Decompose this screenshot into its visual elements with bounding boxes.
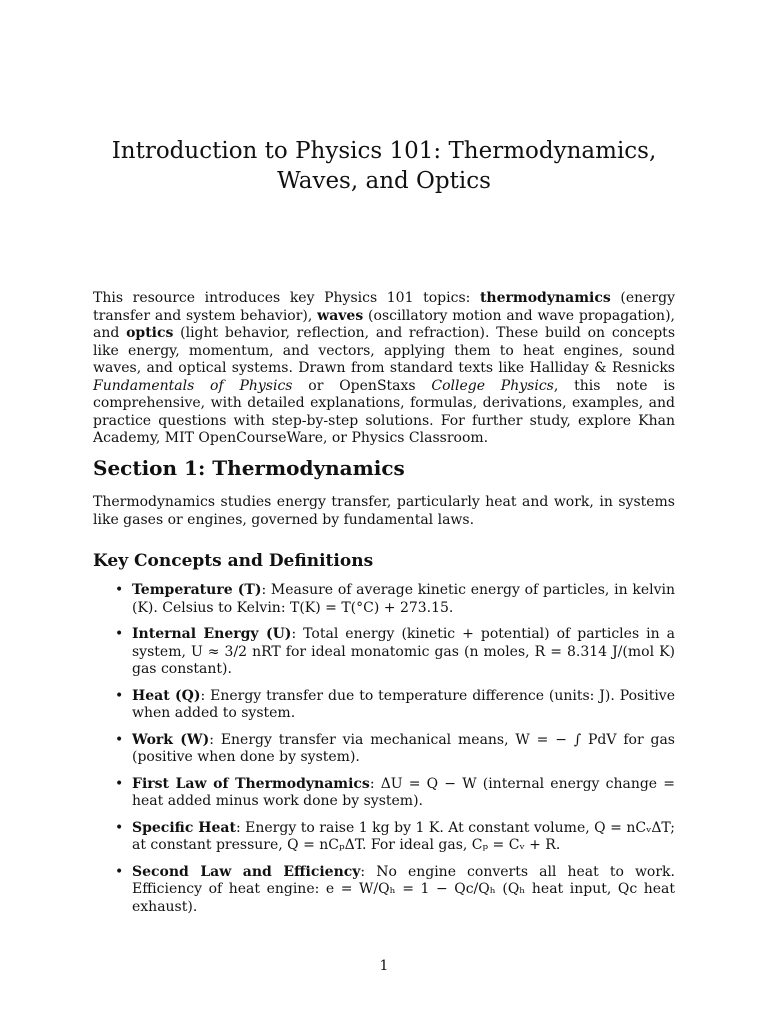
list-item-text: : Total energy (kinetic + potential) of particles in a system, U ≈ 3/2 nRT for ideal monatomic gas (n moles, R = 8.314 J/(mol K) gas constant).: [132, 626, 675, 677]
list-item-text: : No engine converts all heat to work. Efficiency of heat engine: e = W/Qₕ = 1 − Qc/Qₕ (Qₕ heat input, Qc heat exhaust).: [132, 863, 675, 915]
section-1-heading: Section 1: Thermodynamics: [93, 456, 405, 480]
list-item-term: Second Law and Efficiency: [132, 863, 361, 880]
intro-italic-college-physics: College Physics: [431, 377, 554, 394]
document-title: [84, 136, 684, 196]
list-item-term: Internal Energy (U): [132, 626, 292, 642]
bullet-icon: •: [115, 687, 124, 704]
intro-paragraph: [93, 290, 675, 448]
list-item-term: Temperature (T): [132, 582, 262, 598]
bullet-icon: •: [115, 775, 124, 792]
section-1-paragraph: Thermodynamics studies energy transfer, particularly heat and work, in systems like gases or engines, governed by fundamental laws.: [93, 494, 675, 528]
key-concepts-list: [113, 582, 675, 925]
intro-text-1: This resource introduces key Physics 101 topics:: [93, 290, 480, 306]
intro-bold-thermodynamics: thermodynamics: [479, 290, 611, 306]
bullet-icon: •: [115, 819, 124, 836]
bullet-icon: •: [115, 731, 124, 748]
list-item-term: Work (W): [132, 731, 210, 748]
list-item-heat: [113, 688, 675, 723]
list-item-first-law: [113, 776, 675, 811]
intro-bold-waves: waves: [317, 307, 364, 324]
list-item-term: First Law of Thermodynamics: [132, 775, 370, 792]
intro-text-6: , this note is comprehensive, with detailed explanations, formulas, derivations, examples, and practice questions with step-by-step solutions. For further study, explore Khan Academy, MIT OpenCourseWare, or Physics Classroom.: [93, 377, 676, 446]
subsection-heading: Key Concepts and Definitions: [93, 551, 374, 571]
list-item-work: [113, 732, 675, 767]
list-item-text: : Energy transfer due to temperature difference (units: J). Positive when added to system.: [132, 687, 675, 721]
title-line-2: Waves, and Optics: [277, 168, 491, 194]
intro-text-2: (energy transfer and system behavior),: [93, 290, 675, 324]
bullet-icon: •: [115, 582, 124, 598]
list-item-text: : Energy transfer via mechanical means, W = − ∫ PdV for gas (positive when done by system).: [132, 731, 675, 765]
list-item-second-law: [113, 864, 675, 917]
list-item-text: : Energy to raise 1 kg by 1 K. At constant volume, Q = nCᵥΔT; at constant pressure, Q = nCₚΔT. For ideal gas, Cₚ = Cᵥ + R.: [132, 819, 675, 853]
list-item-temperature: [113, 582, 675, 617]
intro-text-4: (light behavior, reflection, and refraction). These build on concepts like energy, momentum, and vectors, applying them to heat engines, sound waves, and optical systems. Drawn from standard texts like Halliday & Resnicks: [93, 325, 675, 376]
intro-italic-fundamentals: Fundamentals of Physics: [93, 377, 293, 394]
list-item-term: Specific Heat: [132, 819, 236, 836]
list-item-specific-heat: [113, 820, 675, 855]
intro-bold-optics: optics: [126, 325, 174, 341]
bullet-icon: •: [115, 863, 124, 880]
title-line-1: Introduction to Physics 101: Thermodynamics,: [111, 138, 657, 164]
list-item-text: : Measure of average kinetic energy of particles, in kelvin (K). Celsius to Kelvin: T(K) = T(°C) + 273.15.: [132, 582, 675, 616]
page-number: 1: [379, 958, 389, 974]
bullet-icon: •: [115, 626, 124, 642]
list-item-internal-energy: [113, 626, 675, 679]
intro-text-3: (oscillatory motion and wave propagation), and: [93, 307, 675, 341]
intro-text-5: or OpenStaxs: [292, 377, 432, 394]
list-item-term: Heat (Q): [132, 687, 201, 704]
list-item-text: : ΔU = Q − W (internal energy change = heat added minus work done by system).: [132, 775, 675, 809]
